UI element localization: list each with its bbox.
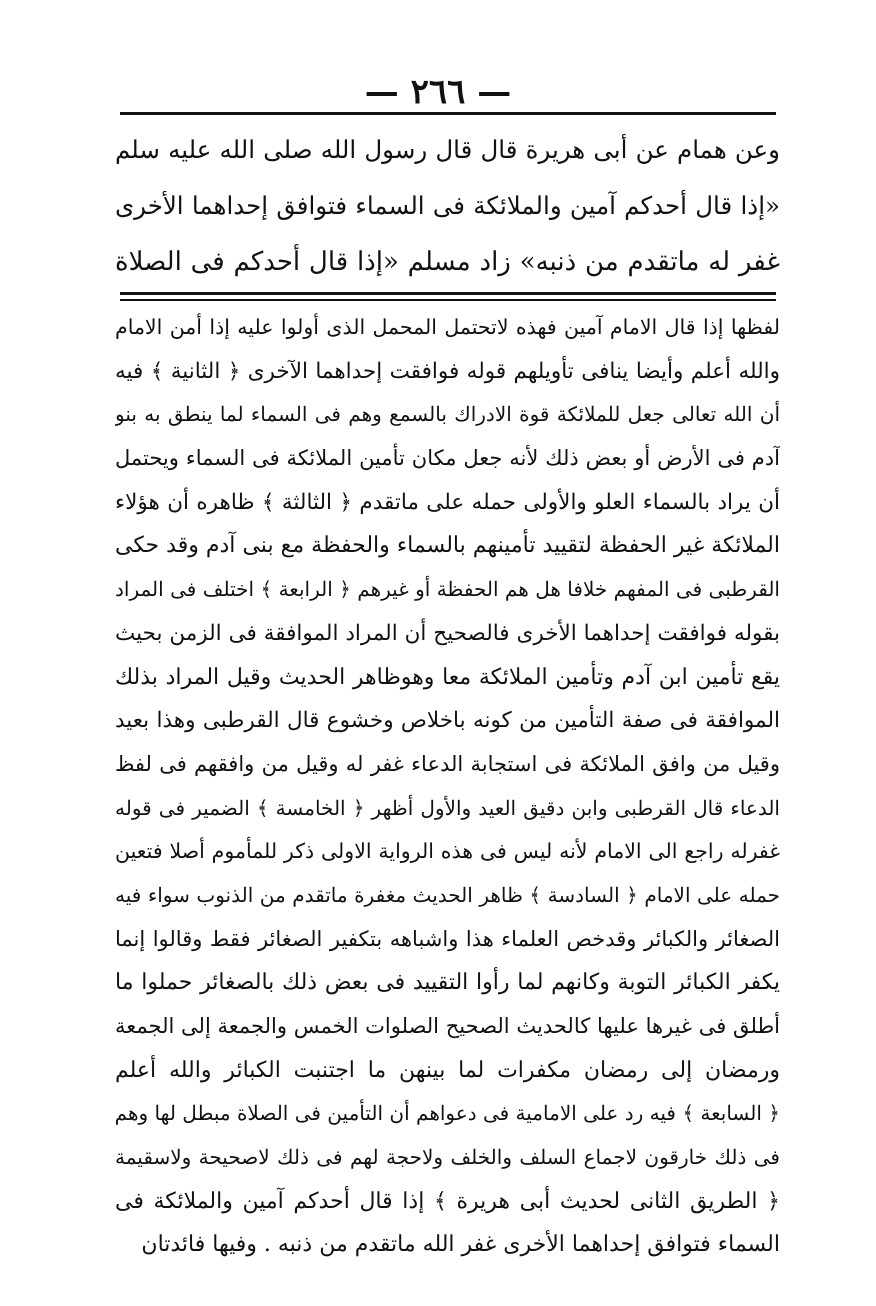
commentary-text [115,306,780,1267]
section-divider-thick [120,292,776,295]
commentary-line: الصغائر والكبائر وقدخص العلماء هذا واشباهه بتكفير الصغائر فقط وقالوا إنما [115,926,780,951]
commentary-line: أن يراد بالسماء العلو والأولى حمله على ماتقدم ﴿ الثالثة ﴾ ظاهره أن هؤلاء [115,489,780,515]
commentary-line: السماء فتوافق إحداهما الأخرى غفر الله ماتقدم من ذنبه . وفيها فائدتان [141,1232,780,1258]
header-rule [120,112,776,115]
commentary-line: يقع تأمين ابن آدم وتأمين الملائكة معا وهوظاهر الحديث وقيل المراد بذلك [115,664,780,690]
commentary-line: يكفر الكبائر التوبة وكانهم لما رأوا التقييد فى بعض ذلك بالصغائر حملوا ما [115,970,780,996]
commentary-line: والله أعلم وأيضا ينافى تأويلهم قوله فوافقت إحداهما الآخرى ﴿ الثانية ﴾ فيه [115,358,780,384]
hadith-line: وعن همام عن أبى هريرة قال قال رسول الله صلى الله عليه سلم [115,135,780,164]
commentary-line: ﴿ السابعة ﴾ فيه رد على الامامية فى دعواهم أن التأمين فى الصلاة مبطل لها وهم [115,1101,780,1126]
commentary-line: آدم فى الأرض أو بعض ذلك لأنه جعل مكان تأمين الملائكة فى السماء ويحتمل [115,446,780,471]
commentary-line: حمله على الامام ﴿ السادسة ﴾ ظاهر الحديث مغفرة ماتقدم من الذنوب سواء فيه [115,882,780,907]
commentary-line: لفظها إذا قال الامام آمين فهذه لاتحتمل المحمل الذى أولوا عليه إذا أمن الامام [115,315,780,339]
commentary-line: أطلق فى غيرها عليها كالحديث الصحيح الصلوات الخمس والجمعة إلى الجمعة [115,1014,780,1038]
commentary-line: الموافقة فى صفة التأمين من كونه باخلاص وخشوع قال القرطبى وهذا بعيد [115,708,780,734]
page-number: — ٢٦٦ — [364,72,512,112]
commentary-line: الدعاء قال القرطبى وابن دقيق العيد والأول أظهر ﴿ الخامسة ﴾ الضمير فى قوله [115,795,780,820]
commentary-line: ﴿ الطريق الثانى لحديث أبى هريرة ﴾ إذا قال أحدكم آمين والملائكة فى [115,1188,780,1214]
hadith-line: غفر له ماتقدم من ذنبه» زاد مسلم «إذا قال أحدكم فى الصلاة [115,247,780,277]
section-divider-thin [120,299,776,301]
commentary-line: أن الله تعالى جعل للملائكة قوة الادراك بالسمع وهم فى السماء لما ينطق به بنو [115,402,780,427]
commentary-line: القرطبى فى المفهم خلافا هل هم الحفظة أو غيرهم ﴿ الرابعة ﴾ اختلف فى المراد [115,577,780,602]
hadith-text [115,122,780,290]
hadith-line: «إذا قال أحدكم آمين والملائكة فى السماء فتوافق إحداهما الأخرى [115,191,780,220]
commentary-line: وقيل من وافق الملائكة فى استجابة الدعاء غفر له وقيل من وافقهم فى لفظ [115,751,780,776]
commentary-line: بقوله فوافقت إحداهما الأخرى فالصحيح أن المراد الموافقة فى الزمن بحيث [115,620,780,646]
commentary-line: فى ذلك خارقون لاجماع السلف والخلف ولاحجة لهم فى ذلك لاصحيحة ولاسقيمة [115,1145,780,1170]
commentary-line: غفرله راجع الى الامام لأنه ليس فى هذه الرواية الاولى ذكر للمأموم أصلا فتعين [115,839,780,864]
commentary-line: الملائكة غير الحفظة لتقييد تأمينهم بالسماء والحفظة مع بنى آدم وقد حكى [115,533,780,559]
commentary-line: ورمضان إلى رمضان مكفرات لما بينهن ما اجتنبت الكبائر والله أعلم [115,1057,780,1083]
